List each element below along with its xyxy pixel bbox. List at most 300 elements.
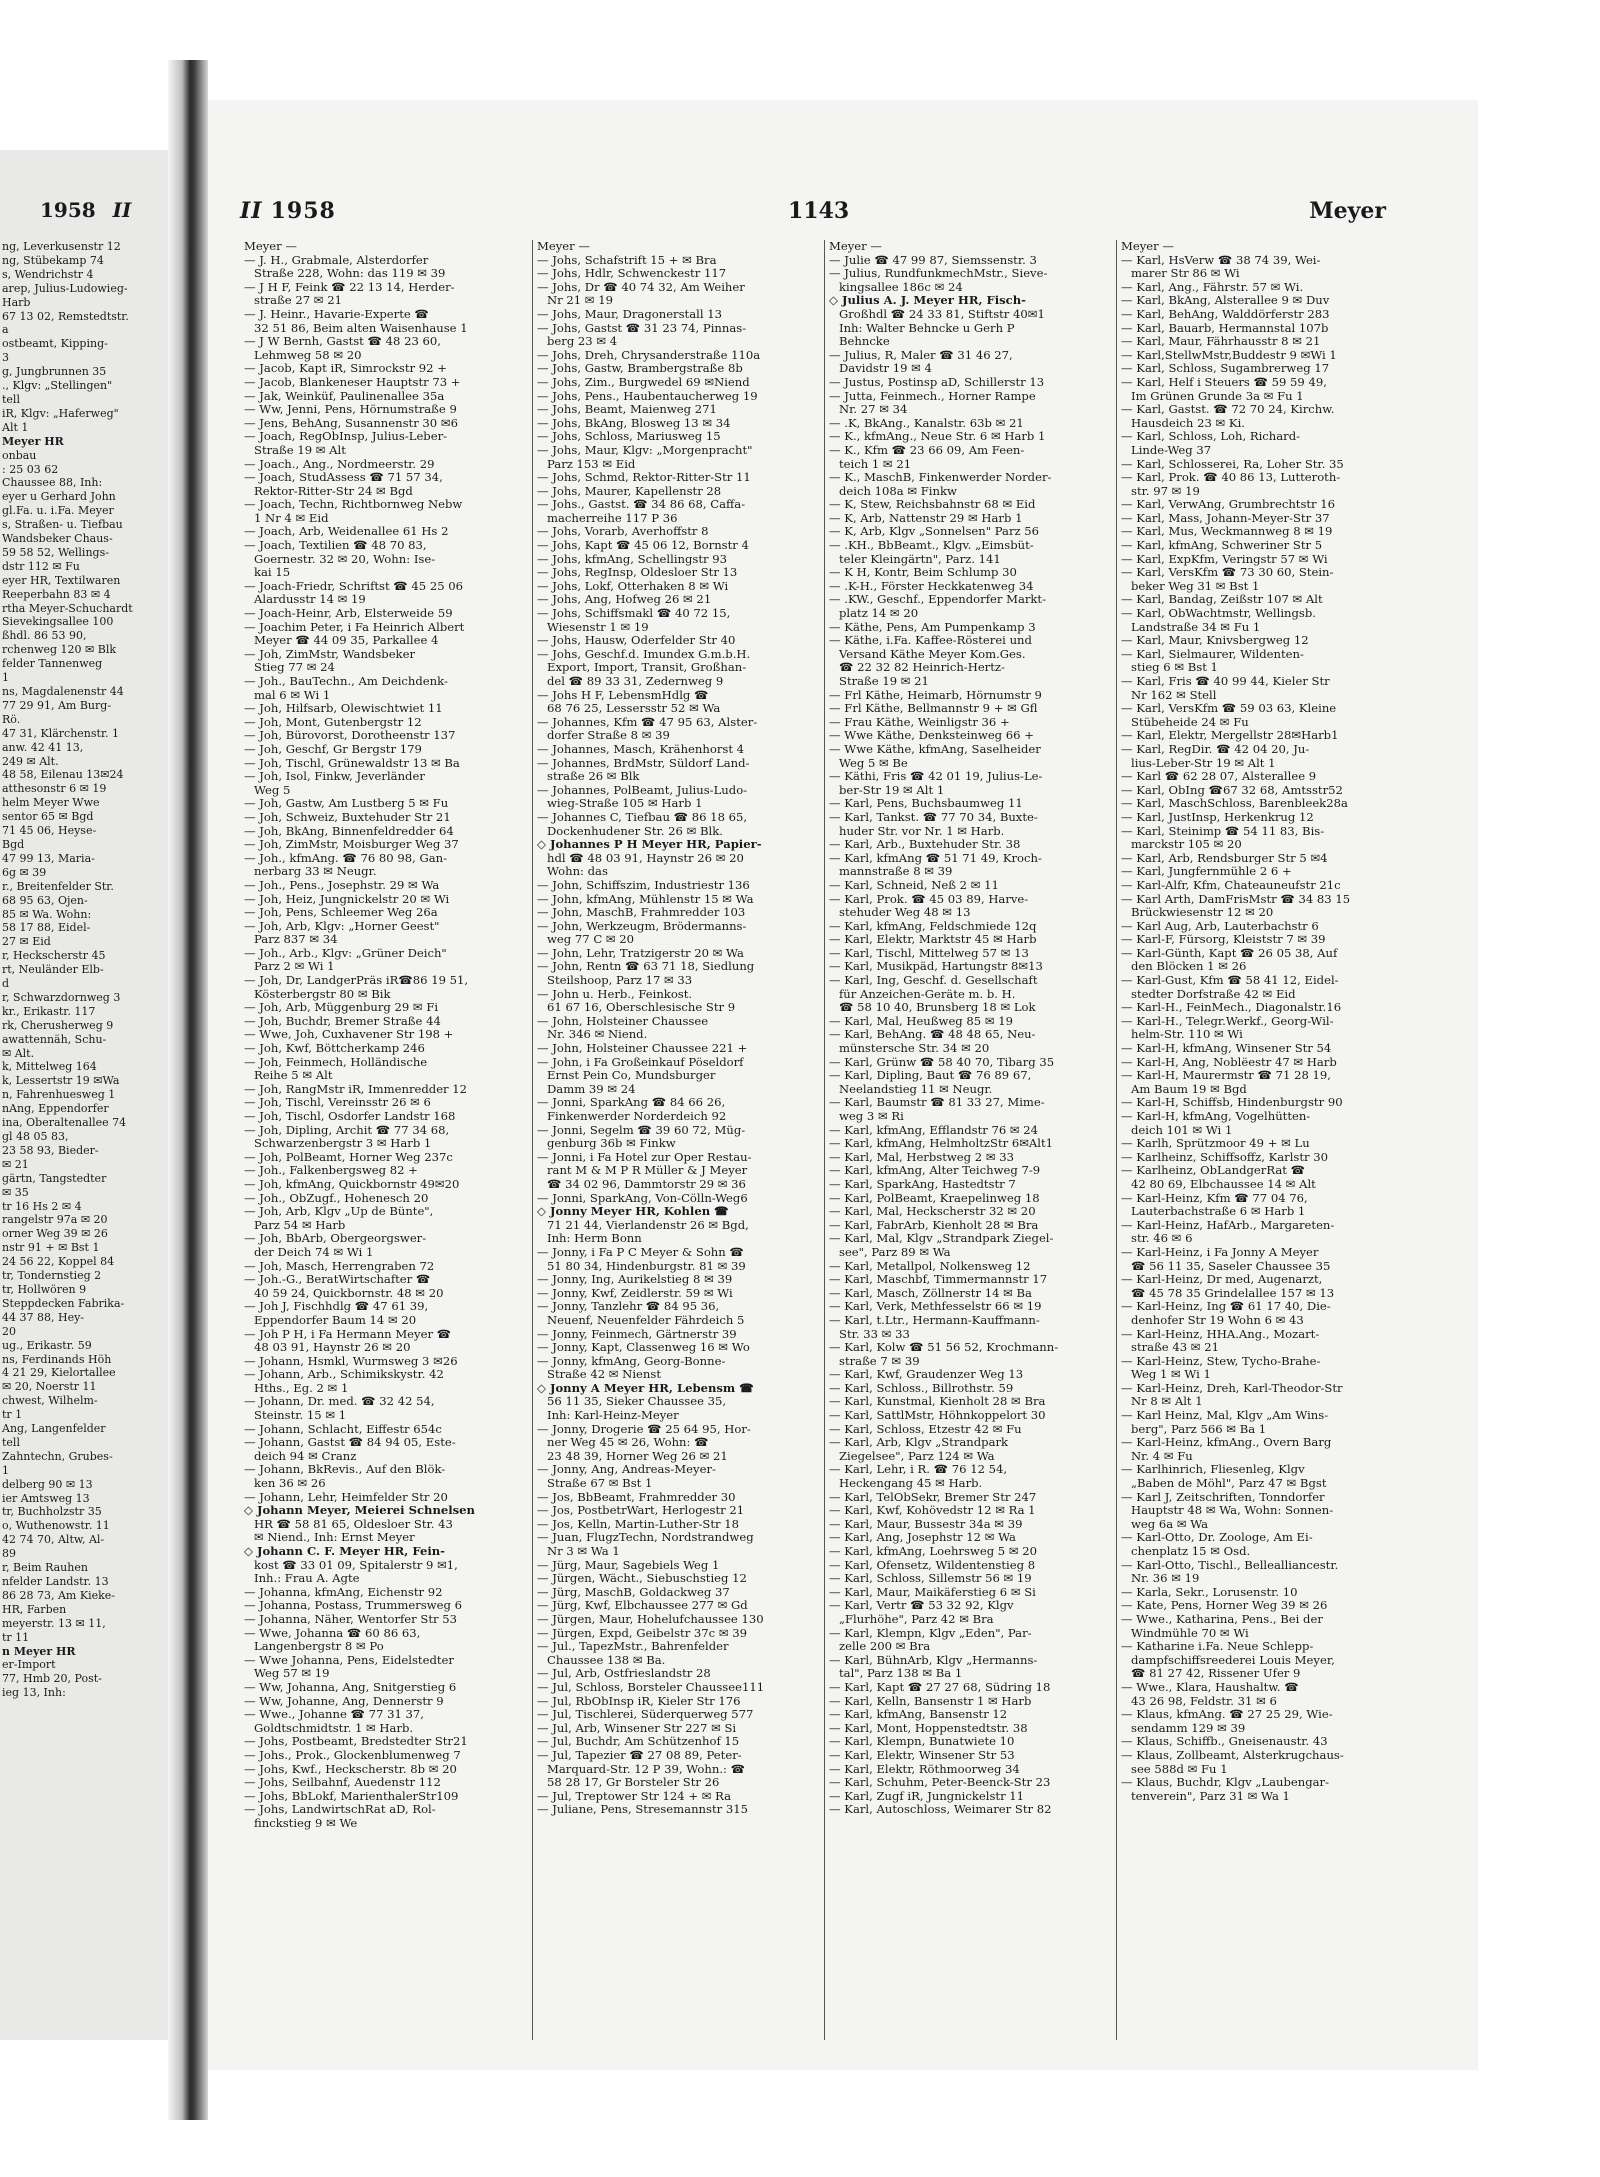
directory-entry: — Johanna, kfmAng, Eichenstr 92 [244,1585,443,1599]
directory-entry: — Frl Käthe, Bellmannstr 9 + ✉ Gfl [829,702,1038,716]
directory-entry: — Jonny, kfmAng, Georg-Bonne- [537,1354,726,1368]
directory-entry: für Anzeichen-Geräte m. b. H. [839,987,1016,1001]
directory-entry: Nr 8 ✉ Alt 1 [1131,1395,1203,1409]
directory-entry: — J. Heinr., Havarie-Experte ☎ [244,307,429,321]
directory-entry: — Karl, kfmAng ☎ 51 71 49, Kroch- [829,851,1042,865]
directory-entry: — Johs H F, LebensmHdlg ☎ [537,688,709,702]
directory-entry: — Joh., kfmAng. ☎ 76 80 98, Gan- [244,851,448,865]
left-page-line: sentor 65 ✉ Bgd [2,810,94,824]
left-page-line: ✉ 35 [2,1185,29,1199]
directory-entry: — Jak, Weinküf, Paulinenallee 35a [244,389,445,403]
directory-entry: — Johs, Schloss, Mariusweg 15 [537,430,721,444]
directory-entry: — Karl, Mus, Weckmannweg 8 ✉ 19 [1121,525,1333,539]
directory-entry: Nr 3 ✉ Wa 1 [547,1545,620,1558]
directory-entry: — Karl, Ing, Geschf. d. Gesellschaft [829,974,1038,988]
directory-entry: — Karl, BühnArb, Klgv „Hermanns- [829,1653,1038,1667]
directory-entry: — Johs, LandwirtschRat aD, Rol- [244,1803,436,1817]
directory-entry: — Joach, Textilien ☎ 48 70 83, [244,539,427,553]
left-page-line: Chaussee 88, Inh: [2,476,103,490]
directory-entry: — Johs, Kwf., Heckscherstr. 8b ✉ 20 [244,1762,457,1776]
directory-entry: — Joh, Feinmech, Holländische [244,1055,428,1069]
directory-entry: Heckengang 45 ✉ Harb. [839,1477,983,1491]
left-facing-page [0,150,168,2040]
left-page-line: ., Klgv: „Stellingen" [2,379,113,393]
directory-entry: — Johs, BbLokf, MarienthalerStr109 [244,1789,459,1803]
directory-entry: ☎ 56 11 35, Saseler Chaussee 35 [1131,1259,1331,1273]
left-page-line: tr, Buchholzstr 35 [2,1505,102,1519]
left-page-line: 67 13 02, Remstedtstr. [2,309,129,323]
directory-entry: — .K-H., Förster Heckkatenweg 34 [829,579,1034,593]
directory-entry: — Joh., Falkenbergsweg 82 + [244,1164,418,1178]
directory-entry: — Karl, BehAng. ☎ 48 48 65, Neu- [829,1028,1036,1042]
left-page-line: meyerstr. 13 ✉ 11, [2,1616,106,1630]
directory-entry: — Karl, Elektr, Röthmoorweg 34 [829,1762,1020,1776]
directory-entry: — Jacob, Kapt iR, Simrockstr 92 + [244,362,447,376]
left-page-line: 71 45 06, Heyse- [2,824,97,838]
directory-entry: — Julius, R, Maler ☎ 31 46 27, [829,348,1013,362]
directory-entry: — Jonny, Feinmech, Gärtnerstr 39 [537,1327,737,1341]
left-page-header [40,198,131,222]
directory-entry: chenplatz 15 ✉ Osd. [1131,1545,1251,1558]
column-head: Meyer — [244,240,297,253]
left-page-line: n Meyer HR [2,1644,76,1658]
directory-entry: — Jonny, Kapt, Classenweg 16 ✉ Wo [537,1341,750,1355]
directory-entry: Inh: Herm Bonn [547,1232,642,1246]
directory-entry: — Karl, Masch, Zöllnerstr 14 ✉ Ba [829,1286,1032,1300]
columns-container [240,240,1400,2040]
directory-entry: — Johs, Vorarb, Averhoffstr 8 [537,525,709,539]
directory-entry: — Joh, Hilfsarb, Olewischtwiet 11 [244,702,443,716]
directory-entry: — Joh, Isol, Finkw, Jeverländer [244,770,425,784]
directory-entry: — Karl, Pens, Buchsbaumweg 11 [829,797,1023,811]
directory-entry: — Karl, Mal, Heckscherstr 32 ✉ 20 [829,1205,1036,1219]
directory-entry: — Karl,StellwMstr,Buddestr 9 ✉Wi 1 [1121,348,1337,362]
directory-entry: Parz 54 ✉ Harb [254,1218,346,1232]
directory-entry: ☎ 45 78 35 Grindelallee 157 ✉ 13 [1131,1286,1335,1300]
left-page-line: gärtn, Tangstedter [2,1171,107,1185]
left-page-line: ng, Leverkusenstr 12 [2,240,121,253]
directory-entry: Rektor-Ritter-Str 24 ✉ Bgd [254,484,413,498]
directory-entry: „Flurhöhe", Parz 42 ✉ Bra [839,1612,994,1626]
left-page-line: 6g ✉ 39 [2,865,47,879]
directory-entry: — John, Lehr, Tratzigerstr 20 ✉ Wa [537,946,744,960]
directory-entry: — Jonny, Ing, Aurikelstieg 8 ✉ 39 [537,1273,733,1287]
directory-entry: Am Baum 19 ✉ Bgd [1131,1082,1247,1096]
directory-entry: — J. H., Grabmale, Alsterdorfer [244,253,429,267]
page-header [208,198,1478,228]
left-page-line: ieg 13, Inh: [2,1686,66,1700]
directory-entry: — Johann, Schlacht, Eiffestr 654c [244,1422,442,1436]
directory-entry: Neelandstieg 11 ✉ Neugr. [839,1082,993,1096]
column-4 [1116,240,1396,2040]
directory-entry: — Klaus, Schiffb., Gneisenaustr. 43 [1121,1735,1328,1749]
column-head: Meyer — [537,240,590,253]
directory-entry: kai 15 [254,566,291,580]
directory-entry: mannstraße 8 ✉ 39 [839,865,953,879]
directory-entry: stehuder Weg 48 ✉ 13 [839,906,971,920]
directory-entry: ☎ 58 10 40, Brunsberg 18 ✉ Lok [839,1001,1036,1015]
directory-entry: — John, MaschB, Frahmredder 103 [537,906,746,920]
directory-entry: straße 26 ✉ Blk [547,770,640,784]
directory-entry: Nr 162 ✉ Stell [1131,688,1217,702]
directory-entry: — Karl, kfmAng, Efflandstr 76 ✉ 24 [829,1123,1039,1137]
left-page-line: s, Straßen- u. Tiefbau [2,518,123,532]
directory-entry: — Joach, RegObInsp, Julius-Leber- [244,430,448,444]
directory-entry: — John, Werkzeugm, Brödermanns- [537,919,747,933]
directory-entry: — Johs, Schiffsmakl ☎ 40 72 15, [537,607,731,621]
directory-entry: Meyer ☎ 44 09 35, Parkallee 4 [254,634,439,648]
directory-entry: — Johannes, Kfm ☎ 47 95 63, Alster- [537,715,758,729]
directory-entry: — Joh, BkAng, Binnenfeldredder 64 [244,824,454,838]
directory-entry: — Karl, Schlosserei, Ra, Loher Str. 35 [1121,457,1344,471]
directory-entry: 48 03 91, Haynstr 26 ✉ 20 [254,1341,411,1355]
directory-entry: — K., kfmAng., Neue Str. 6 ✉ Harb 1 [829,430,1046,444]
directory-entry: ◇ Johann C. F. Meyer HR, Fein- [244,1545,445,1558]
left-page-line: 20 [2,1324,16,1338]
directory-entry: — Julie ☎ 47 99 87, Siemssenstr. 3 [829,253,1037,267]
directory-entry: — Wwe., Katharina, Pens., Bei der [1121,1612,1323,1626]
directory-entry: — Klaus, Buchdr, Klgv „Laubengar- [1121,1776,1330,1790]
year-label: 1958 [270,198,336,224]
directory-entry: — Johs, Dr ☎ 40 74 32, Am Weiher [537,280,745,294]
left-page-line: ier Amtsweg 13 [2,1491,90,1505]
directory-entry: Steinstr. 15 ✉ 1 [254,1409,347,1423]
directory-entry: — Karl, HsVerw ☎ 38 74 39, Wei- [1121,253,1321,267]
directory-entry: 56 11 35, Sieker Chaussee 35, [547,1395,727,1409]
directory-entry: — Karl-H., Telegr.Werkf., Georg-Wil- [1121,1014,1334,1028]
directory-entry: — Joh, Tischl, Grünewaldstr 13 ✉ Ba [244,756,460,770]
directory-entry: Nr. 4 ✉ Fu [1131,1449,1193,1463]
directory-entry: — Johs, Hausw, Oderfelder Str 40 [537,634,736,648]
directory-entry: — .K, BkAng., Kanalstr. 63b ✉ 21 [829,416,1024,430]
directory-entry: — Karl, Arb, Rendsburger Str 5 ✉4 [1121,851,1328,865]
left-page-line: rt, Neuländer Elb- [2,963,104,977]
directory-entry: — Karl-Günth, Kapt ☎ 26 05 38, Auf [1121,946,1338,960]
directory-entry: — Johann, Lehr, Heimfelder Str 20 [244,1490,448,1504]
left-page-line: 1 [2,1463,9,1477]
directory-entry: Großhdl ☎ 24 33 81, Stiftstr 40✉1 [839,307,1045,321]
column-1 [240,240,520,2040]
left-page-line: Zahntechn, Grubes- [2,1449,113,1463]
directory-entry: — Johannes, PolBeamt, Julius-Ludo- [537,783,748,797]
directory-entry: — Joh, ZimMstr, Moisburger Weg 37 [244,838,459,852]
directory-entry: see 588d ✉ Fu 1 [1131,1762,1228,1776]
directory-entry: marer Str 86 ✉ Wi [1131,267,1240,281]
directory-entry: — Karl-H, Schiffsb, Hindenburgstr 90 [1121,1096,1343,1110]
directory-entry: — Karl, Schneid, Neß 2 ✉ 11 [829,878,999,892]
directory-entry: — Karl, Mal, Herbstweg 2 ✉ 33 [829,1150,1014,1164]
directory-entry: teler Kleingärtn", Parz. 141 [839,552,1001,566]
directory-entry: — Karl-Heinz, Stew, Tycho-Brahe- [1121,1354,1321,1368]
directory-entry: ☎ 81 27 42, Rissener Ufer 9 [1131,1667,1301,1681]
directory-entry: 68 76 25, Lessersstr 52 ✉ Wa [547,702,721,716]
directory-entry: — Karl-F, Fürsorg, Kleiststr 7 ✉ 39 [1121,933,1326,947]
directory-entry: — .KH., BbBeamt., Klgv. „Eimsbüt- [829,539,1034,553]
left-page-line: 1 [2,671,9,685]
directory-entry: — Joh, Arb, Klgv: „Horner Geest" [244,919,440,933]
directory-entry: Goernestr. 32 ✉ 20, Wohn: Ise- [254,552,436,566]
directory-entry: — Karl-Heinz, kfmAng., Overn Barg [1121,1436,1332,1450]
directory-entry: — Joh, PolBeamt, Horner Weg 237c [244,1150,453,1164]
directory-entry: — Joh, RangMstr iR, Immenredder 12 [244,1082,468,1096]
left-page-line: tr, Hollwören 9 [2,1282,87,1296]
directory-entry: — Karl, Schuhm, Peter-Beenck-Str 23 [829,1776,1051,1790]
directory-entry: weg 3 ✉ Ri [839,1110,904,1123]
directory-entry: Hauptstr 48 ✉ Wa, Wohn: Sonnen- [1131,1504,1334,1518]
left-page-line: ns, Ferdinands Höh [2,1352,112,1366]
left-page-line: eyer HR, Textilwaren [2,573,121,587]
directory-entry: — Jonny, Kwf, Zeidlerstr. 59 ✉ Wi [537,1286,733,1300]
directory-entry: — Joach, Arb, Weidenallee 61 Hs 2 [244,525,449,539]
left-page-line: 44 37 88, Hey- [2,1310,85,1324]
directory-entry: — Joach-Friedr, Schriftst ☎ 45 25 06 [244,579,464,593]
directory-entry: — Karl, Schloss, Sillemstr 56 ✉ 19 [829,1572,1032,1586]
column-3 [824,240,1104,2040]
directory-entry: denhofer Str 19 Wohn 6 ✉ 43 [1131,1313,1304,1327]
directory-entry: nerbarg 33 ✉ Neugr. [254,865,377,879]
directory-entry: — Juan, FlugzTechn, Nordstrandweg [537,1531,754,1545]
left-page-line: nstr 91 + ✉ Bst 1 [2,1241,100,1255]
directory-entry: „Baben de Möhl", Parz 47 ✉ Bgst [1131,1477,1327,1491]
column-head: Meyer — [829,240,882,253]
directory-entry: Straße 42 ✉ Nienst [547,1368,661,1382]
left-page-line: ns, Magdalenenstr 44 [2,685,124,698]
directory-entry: — Johs, Kapt ☎ 45 06 12, Bornstr 4 [537,539,749,553]
directory-entry: huder Str. vor Nr. 1 ✉ Harb. [839,824,1005,838]
directory-entry: — Joh, kfmAng, Quickbornstr 49✉20 [244,1177,460,1191]
directory-entry: — Joach., Ang., Nordmeerstr. 29 [244,457,435,471]
directory-entry: — Karl-Alfr, Kfm, Chateauneufstr 21c [1121,878,1341,892]
left-page-line: gl 48 05 83, [2,1130,69,1143]
directory-entry: ◇ Johannes P H Meyer HR, Papier- [537,838,762,852]
directory-entry: — Johs, Maur, Klgv: „Morgenpracht" [537,443,753,457]
directory-entry: — Karl-Heinz, Ing ☎ 61 17 40, Die- [1121,1300,1331,1314]
directory-entry: — Karl, RegDir. ☎ 42 04 20, Ju- [1121,742,1310,756]
left-page-line: 59 58 52, Wellings- [2,545,109,559]
left-page-line: 47 31, Klärchenstr. 1 [2,726,119,740]
directory-entry: — Karl, Maur, Maikäferstieg 6 ✉ Si [829,1585,1036,1599]
directory-entry: — Jürgen, Expd, Geibelstr 37c ✉ 39 [537,1626,748,1640]
directory-entry: — Joh, Dipling, Archit ☎ 77 34 68, [244,1123,450,1137]
directory-entry: 23 48 39, Horner Weg 26 ✉ 21 [547,1449,728,1463]
directory-entry: — Karl, Gastst. ☎ 72 70 24, Kirchw. [1121,403,1335,417]
left-page-line: 85 ✉ Wa. Wohn: [2,907,92,921]
directory-entry: — Johs, Postbeamt, Bredstedter Str21 [244,1735,468,1749]
directory-entry: — Jonni, SparkAng, Von-Cölln-Weg6 [537,1191,748,1205]
directory-entry: — Justus, Postinsp aD, Schillerstr 13 [829,375,1045,389]
directory-entry: — Karl, Maur, Fährhausstr 8 ✉ 21 [1121,335,1321,349]
directory-entry: — Karl Heinz, Mal, Klgv „Am Wins- [1121,1409,1329,1423]
directory-entry: — Joh., Arb., Klgv: „Grüner Deich" [244,946,447,960]
directory-entry: — Karl, Jungfernmühle 2 6 + [1121,865,1292,879]
left-page-line: onbau [2,448,37,462]
directory-entry: Straße 19 ✉ 21 [839,675,929,688]
directory-entry: macherreihe 117 P 36 [547,511,678,525]
directory-entry: — Karl, Prok. ☎ 45 03 89, Harve- [829,892,1029,906]
directory-entry: — Julius, RundfunkmechMstr., Sieve- [829,267,1048,281]
directory-entry: Brückwiesenstr 12 ✉ 20 [1131,906,1274,920]
directory-entry: berg", Parz 566 ✉ Ba 1 [1131,1422,1267,1436]
directory-entry: dampfschiffsreederei Louis Meyer, [1131,1653,1335,1667]
directory-entry: — J H F, Feink ☎ 22 13 14, Herder- [244,280,455,294]
directory-entry: Nr. 346 ✉ Niend. [547,1028,648,1042]
directory-entry: — Johann, BkRevis., Auf den Blök- [244,1463,446,1477]
directory-entry: — Jul, Buchdr, Am Schützenhof 15 [537,1735,740,1749]
directory-entry: — Karl, kfmAng, Alter Teichweg 7-9 [829,1164,1041,1178]
directory-entry: — Karl, Musikpäd, Hartungstr 8✉13 [829,960,1043,974]
left-page-line: ßhdl. 86 53 90, [2,629,87,643]
directory-entry: — Karl-Otto, Tischl., Bellealliancestr. [1121,1558,1339,1572]
directory-entry: — Karl, Kwf, Kohövedstr 12 ✉ Ra 1 [829,1504,1036,1518]
left-page-line: tell [2,392,20,406]
directory-entry: — Karl, VersKfm ☎ 73 30 60, Stein- [1121,566,1334,580]
directory-entry: 61 67 16, Oberschlesische Str 9 [547,1001,736,1015]
directory-entry: — Karl, kfmAng, Schweriner Str 5 [1121,539,1323,553]
directory-entry: — Johann, Dr. med. ☎ 32 42 54, [244,1395,435,1409]
left-page-line: awattennäh, Schu- [2,1032,107,1046]
left-page-line: ug., Erikastr. 59 [2,1338,92,1352]
directory-entry: — Joh, Dr, LandgerPräs iR☎86 19 51, [244,974,469,988]
directory-entry: — Karl, Ang, Josephstr 12 ✉ Wa [829,1531,1016,1545]
directory-entry: — Joh, Gastw, Am Lustberg 5 ✉ Fu [244,797,449,811]
directory-entry: ber-Str 19 ✉ Alt 1 [839,783,945,797]
directory-entry: — Johs, Seilbahnf, Auedenstr 112 [244,1776,441,1790]
left-page-line: Sievekingsallee 100 [2,615,114,629]
directory-entry: — Johs, Ang, Hofweg 26 ✉ 21 [537,593,712,607]
directory-entry: — Joh, Schweiz, Buxtehuder Str 21 [244,810,451,824]
directory-entry: — Käthe, Pens, Am Pumpenkamp 3 [829,620,1036,634]
directory-entry: Stübeheide 24 ✉ Fu [1131,715,1249,729]
directory-entry: — Jonni, Segelm ☎ 39 60 72, Müg- [537,1123,746,1137]
left-page-line: rchenweg 120 ✉ Blk [2,643,117,657]
directory-entry: Im Grünen Grunde 3a ✉ Fu 1 [1131,389,1304,403]
directory-entry: — Johs, Zim., Burgwedel 69 ✉Niend [537,375,750,389]
directory-entry: — Johannes, Masch, Krähenhorst 4 [537,742,745,756]
left-page-line: Steppdecken Fabrika- [2,1296,125,1310]
directory-entry: — Karl, Baumstr ☎ 81 33 27, Mime- [829,1096,1045,1110]
left-page-line: tr 11 [2,1630,30,1644]
directory-entry: Parz 153 ✉ Eid [547,457,636,471]
directory-entry: — Karl, Arb, Klgv „Strandpark [829,1436,1009,1450]
directory-entry: — Johs, Maurer, Kapellenstr 28 [537,484,722,498]
directory-entry: — Karl, Helf i Steuers ☎ 59 59 49, [1121,375,1327,389]
directory-entry: Finkenwerder Norderdeich 92 [547,1110,727,1123]
directory-entry: — .KW., Geschf., Eppendorfer Markt- [829,593,1047,607]
directory-entry: — Karl, Tankst. ☎ 77 70 34, Buxte- [829,810,1038,824]
directory-entry: — Wwe., Klara, Haushaltw. ☎ [1121,1680,1299,1694]
directory-entry: — Karl, PolBeamt, Kraepelinweg 18 [829,1191,1040,1205]
directory-entry: Steilshoop, Parz 17 ✉ 33 [547,974,693,988]
directory-entry: — Karl, Elektr, Winsener Str 53 [829,1748,1015,1762]
directory-entry: Weg 5 [254,783,291,797]
directory-entry: — Karl, kfmAng, HelmholtzStr 6✉Alt1 [829,1137,1054,1151]
left-page-line: 24 56 22, Koppel 84 [2,1255,115,1269]
directory-entry: Schwarzenbergstr 3 ✉ Harb 1 [254,1137,432,1151]
directory-entry: — Karl, ExpKfm, Veringstr 57 ✉ Wi [1121,552,1328,566]
directory-entry: — Ww, Jenni, Pens, Hörnumstraße 9 [244,403,457,417]
directory-entry: stieg 6 ✉ Bst 1 [1131,661,1218,675]
directory-entry: Nr 21 ✉ 19 [547,294,613,308]
left-page-line: chwest, Wilhelm- [2,1394,98,1408]
directory-entry: — Joh, BbArb, Obergeorgswer- [244,1232,427,1246]
directory-entry: Straße 228, Wohn: das 119 ✉ 39 [254,267,446,281]
directory-entry: — Johannes C, Tiefbau ☎ 86 18 65, [537,810,748,824]
left-page-line: Meyer HR [2,434,64,448]
directory-entry: Wiesenstr 1 ✉ 19 [547,620,649,634]
directory-entry: 32 51 86, Beim alten Waisenhause 1 [254,321,468,335]
directory-entry: — Karl, Schloss, Etzestr 42 ✉ Fu [829,1422,1022,1436]
directory-entry: — Joh, Geschf, Gr Bergstr 179 [244,742,422,756]
directory-entry: — Karl, SattlMstr, Höhnkoppelort 30 [829,1409,1046,1423]
directory-entry: Nr. 27 ✉ 34 [839,403,908,417]
directory-entry: — Karl, Prok. ☎ 40 86 13, Lutteroth- [1121,471,1341,485]
directory-entry: — Joh, Pens, Schleemer Weg 26a [244,906,438,920]
directory-entry: kost ☎ 33 01 09, Spitalerstr 9 ✉1, [254,1558,458,1572]
directory-entry: Linde-Weg 37 [1131,443,1212,457]
directory-entry: — Wwe Käthe, Denksteinweg 66 + [829,729,1034,743]
directory-entry: — Karl, Fris ☎ 40 99 44, Kieler Str [1121,675,1330,688]
directory-entry: — Jonni, SparkAng ☎ 84 66 26, [537,1096,726,1110]
directory-entry: — Karl, Schloss., Billrothstr. 59 [829,1381,1014,1395]
left-page-line: 89 [2,1547,16,1561]
directory-entry: ner Weg 45 ✉ 26, Wohn: ☎ [547,1436,709,1450]
left-page-line: nfelder Landstr. 13 [2,1575,109,1588]
directory-entry: — Karl, Kolw ☎ 51 56 52, Krochmann- [829,1341,1059,1355]
page-number: 1143 [788,198,850,224]
directory-entry: — Johs, Dreh, Chrysanderstraße 110a [537,348,761,362]
directory-entry: — Johs, Maur, Dragonerstall 13 [537,307,722,321]
directory-entry: deich 94 ✉ Cranz [254,1449,357,1463]
directory-entry: — Karl, SparkAng, Hastedtstr 7 [829,1177,1016,1191]
directory-entry: — Karl, Grünw ☎ 58 40 70, Tibarg 35 [829,1055,1055,1069]
directory-entry: — Karl, VerwAng, Grumbrechtstr 16 [1121,498,1336,512]
left-page-line: s, Wendrichstr 4 [2,267,94,281]
directory-entry: — Karl, Bandag, Zeißstr 107 ✉ Alt [1121,593,1323,607]
directory-entry: Hths., Eg. 2 ✉ 1 [254,1381,349,1395]
directory-entry: — Karlheinz, Schiffsoffz, Karlstr 30 [1121,1150,1328,1164]
directory-entry: — Karl-H, kfmAng, Winsener Str 54 [1121,1042,1332,1056]
directory-entry: — Karl, Dipling, Baut ☎ 76 89 67, [829,1069,1032,1083]
directory-entry: Behncke [839,335,890,349]
left-page-line: eyer u Gerhard John [2,490,116,504]
directory-entry: münstersche Str. 34 ✉ 20 [839,1042,990,1056]
directory-entry: Eppendorfer Baum 14 ✉ 20 [254,1313,417,1327]
directory-entry: — John, kfmAng, Mühlenstr 15 ✉ Wa [537,892,754,906]
directory-entry: — Karl, Elektr, Marktstr 45 ✉ Harb [829,933,1037,947]
directory-entry: — Joh, Masch, Herrengraben 72 [244,1259,435,1273]
directory-entry: berg 23 ✉ 4 [547,335,618,349]
directory-entry: — Frau Käthe, Weinligstr 36 + [829,715,1010,729]
directory-entry: platz 14 ✉ 20 [839,607,919,621]
directory-entry: — Joh, Heiz, Jungnickelstr 20 ✉ Wi [244,892,450,906]
directory-entry: — Wwe., Johanne ☎ 77 31 37, [244,1708,424,1722]
directory-entry: — Jürg, Maur, Sagebiels Weg 1 [537,1558,720,1572]
volume-label: II [240,198,263,224]
directory-entry: Reihe 5 ✉ Alt [254,1069,333,1083]
directory-entry: finckstieg 9 ✉ We [254,1816,358,1830]
directory-entry: — Jos, Kelln, Martin-Luther-Str 18 [537,1517,739,1531]
left-page-line: helm Meyer Wwe [2,796,100,810]
directory-entry: ✉ Niend., Inh: Ernst Meyer [254,1531,415,1545]
directory-entry: Davidstr 19 ✉ 4 [839,362,932,376]
directory-entry: deich 108a ✉ Finkw [839,484,957,498]
directory-entry: — Johs, Gastw, Brambergstraße 8b [537,362,743,376]
directory-entry: — John, Holsteiner Chaussee [537,1014,709,1028]
directory-entry: — Karl, Ofensetz, Wildentenstieg 8 [829,1558,1036,1572]
left-page-line: r, Schwarzdornweg 3 [2,990,121,1004]
column-head: Meyer — [1121,240,1174,253]
directory-entry: — Klaus, kfmAng. ☎ 27 25 29, Wie- [1121,1708,1333,1722]
